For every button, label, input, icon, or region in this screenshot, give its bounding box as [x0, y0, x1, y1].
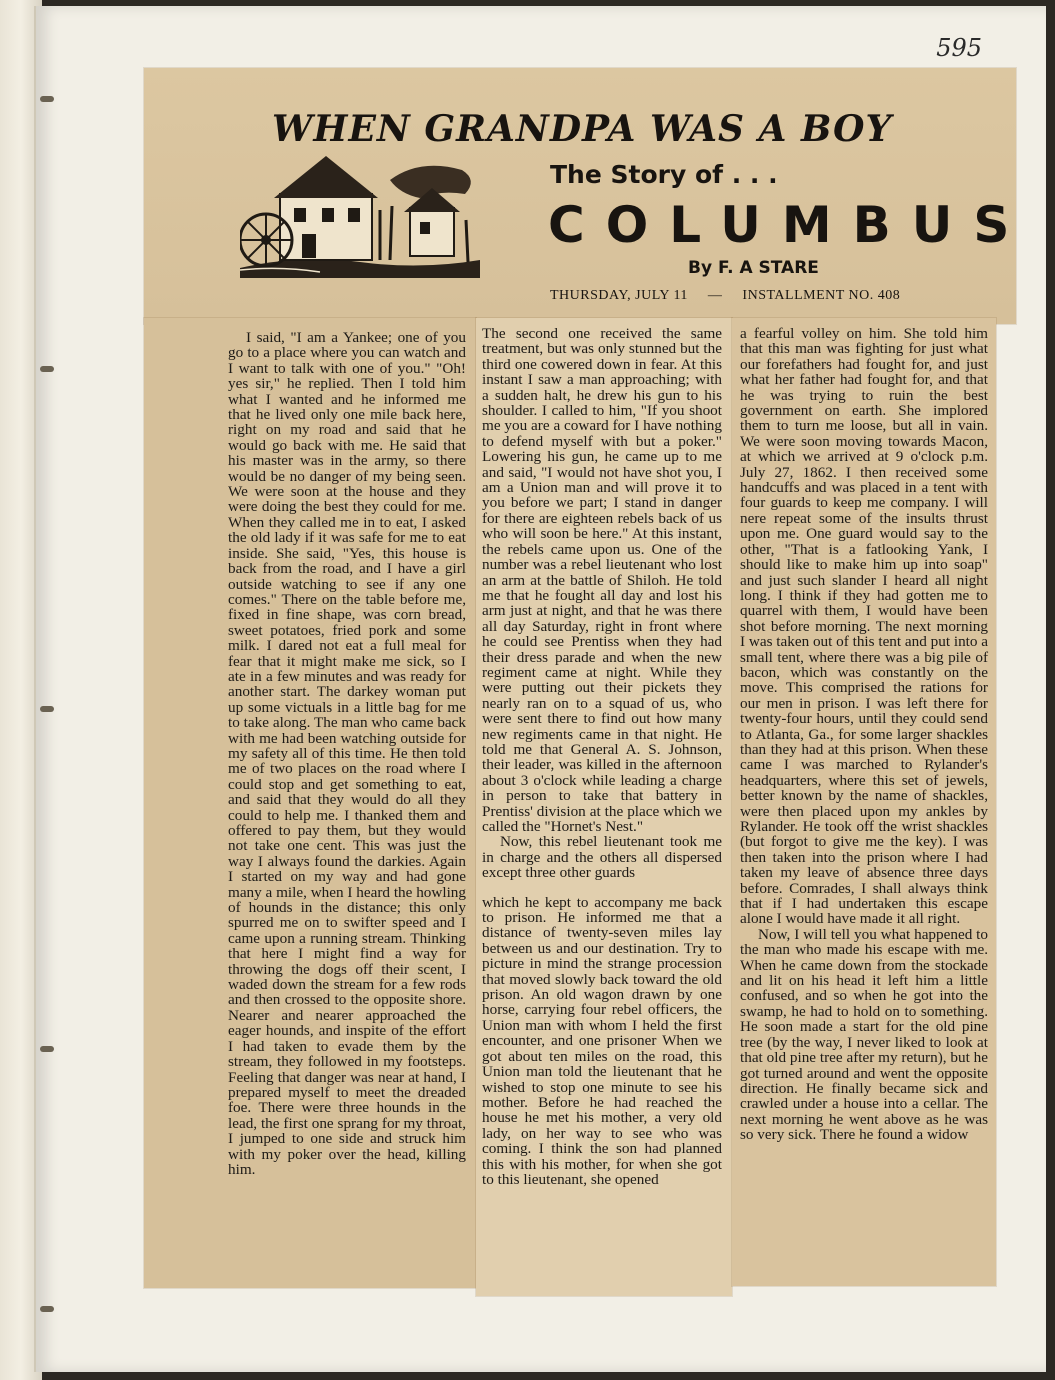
- page-number: 595: [936, 34, 982, 62]
- binder-ring: [40, 366, 54, 372]
- paragraph: I said, "I am a Yankee; one of you go to a place where you can watch and I want to talk with one of you." "Oh! yes sir," he replied. Then I told him what I wanted and he informed me that he lived only one mile back here, right on my road and said that he would go back with me. He said that his master was in the army, so there would be no danger of my being seen. We were soon at the house and they were doing the best they could for me. When they called me in to eat, I asked the old lady if it was safe for me to eat inside. She said, "Yes, this house is back from the road, and I have a girl outside watching to see if any one comes." There on the table before me, fixed in fine shape, was corn bread, sweet potatoes, fried pork and some milk. I dared not eat a full meal for fear that it might make me sick, so I ate in a few minutes and was ready for another start. The darkey woman put up some victuals in a little bag for me to take along. The man who came back with me had been watching outside for my safety all of this time. He then told me of two places on the road where I could stop and get something to eat, and said that they would do all they could to help me. I thanked them and offered to pay them, but they would not take one cent. This was just the way I always found the darkies. Again I started on my way and had gone many a mile, when I heard the howling of hounds in the distance; this only spurred me on to swifter speed and I came upon a running stream. Thinking that here I might find a way for throwing the dogs off their scent, I waded down the stream for a few rods and then crossed to the opposite shore. Nearer and nearer approached the eager hounds, and inspite of the effort I had taken to evade them by the stream, they followed in my footsteps. Feeling that danger was near at hand, I prepared myself to meet the dreaded foe. There were three hounds in the lead, the first one sprang for my throat, I jumped to one side and struck him with my poker over the head, killing him.: [228, 329, 466, 1178]
- binder-ring: [40, 1046, 54, 1052]
- article-column-3: [740, 326, 988, 1143]
- mill-illustration: [240, 150, 480, 278]
- paragraph: The second one received the same treatment, but was only stunned but the third one cowered down in fear. At this instant I saw a man approaching; with a sudden halt, he drew his gun to his shoulder. I called to him, "If you shoot me you are a coward for I have nothing to defend myself with but a poker." Lowering his gun, he came up to me and said, "I would not have shot you, I am a Union man and will prove it to you before we part; I stand in danger for there are eighteen rebels back of us who will soon be here." At this instant, the rebels came upon us. One of the number was a rebel lieutenant who lost an arm at the battle of Shiloh. He told me that he fought all day and lost his arm just at night, and that he was there all day Saturday, right in front where he could see Prentiss when they had their dress parade and when the new regiment came at night. While they were putting out their pickets they nearly ran on to a squad of us, who were sent there to find out how many new regiments came in that night. He told me that General A. S. Johnson, their leader, was killed in the afternoon about 3 o'clock while leading a charge in person to take that battery in Prentiss' division at the place which we called the "Hornet's Nest.": [482, 325, 722, 835]
- binder-ring: [40, 96, 54, 102]
- article-subtitle: The Story of . . .: [550, 160, 778, 189]
- article-column-1: [228, 330, 466, 1177]
- binder-ring: [40, 1306, 54, 1312]
- binder-ring: [40, 706, 54, 712]
- dateline-separator: —: [707, 288, 723, 303]
- paragraph: Now, I will tell you what happened to the man who made his escape with me. When he came down from the stockade and lit on his head it left him a little confused, and so when he got into the swamp, he had to hold on to something. He soon made a start for the old pine tree (by the way, I never liked to look at that old pine tree after my return), but he got turned around and went the opposite direction. He finally became sick and crawled under a house into a cellar. The next morning he went above as he was so very sick. There he found a widow: [740, 925, 988, 1144]
- article-place-title: COLUMBUS: [548, 196, 1031, 254]
- paragraph: Now, this rebel lieutenant took me in charge and the others all dispersed except three other guards: [482, 833, 722, 882]
- publication-date: THURSDAY, JULY 11: [550, 288, 688, 303]
- paragraph: which he kept to accompany me back to prison. He informed me that a distance of twenty-seven miles lay between us and our destination. Try to picture in mind the strange procession that moved slowly back toward the old prison. An old wagon drawn by one horse, carrying four rebel officers, the Union man with whom I held the first encounter, and one prisoner When we got about ten miles on the road, this Union man told the lieutenant that he wished to stop one minute to see his mother. Before he had reached the house he met his mother, a very old lady, on her way to see who was coming. I think the son had planned this with his mother, for when she got to this lieutenant, she opened: [482, 893, 722, 1188]
- byline: By F. A STARE: [688, 258, 819, 278]
- dateline: [550, 288, 900, 304]
- article-column-2: [482, 326, 722, 1187]
- article-series-title: WHEN GRANDPA WAS A BOY: [272, 108, 893, 150]
- installment-number: INSTALLMENT NO. 408: [742, 288, 901, 303]
- paragraph: a fearful volley on him. She told him that this man was fighting for just what our forefathers had fought for, and just what her father had fought for, and that he was trying to ruin the best government on earth. She implored them to turn me loose, but all in vain. We were soon moving towards Macon, at which we arrived at 9 o'clock p.m. July 27, 1862. I then received some handcuffs and was placed in a tent with four guards to keep me company. I will nere repeat some of the insults thrust upon me. One guard would say to the other, "That is a fatlooking Yank, I should like to make him up into soap" and just such slander I heard all night long. I think if they had gotten me to quarrel with them, I would have been shot before morning. The next morning I was taken out of this tent and put into a small tent, where there was a big pile of bacon, which was constantly on the move. This comprised the rations for our men in prison. I was left there for twenty-four hours, until they could send to Atlanta, Ga., for some larger shackles than they had at this prison. When these came I was marched to Rylander's headquarters, where this set of jewels, better known by the name of shackles, were then placed upon my ankles by Rylander. He took off the wrist shackles (but forgot to give me the key). I was then taken into the prison where I had taken my leave of absence three days before. Comrades, I shall always think that if I had undertaken this escape alone I would have made it all right.: [740, 325, 989, 928]
